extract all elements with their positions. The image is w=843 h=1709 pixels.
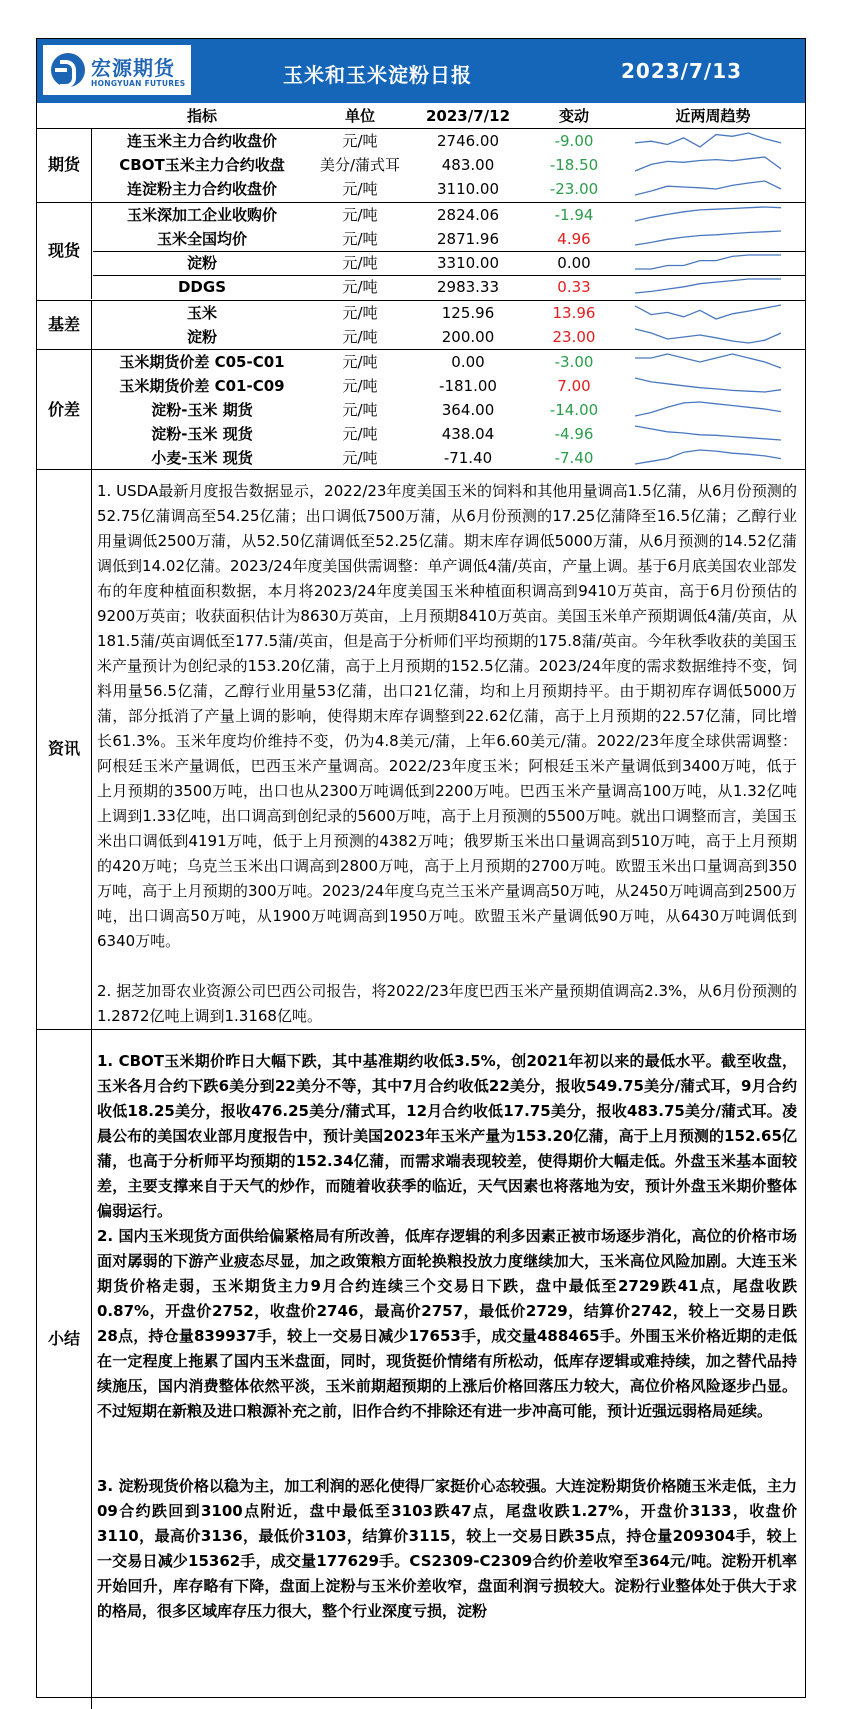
indicator-unit: 元/吨 [342, 253, 378, 272]
indicator-name: 玉米全国均价 [156, 229, 247, 248]
indicator-change: -1.94 [554, 205, 594, 224]
indicator-value: 200.00 [441, 328, 495, 347]
indicator-change: -23.00 [549, 180, 599, 199]
divider [91, 469, 92, 1029]
indicator-unit: 元/吨 [342, 132, 378, 150]
indicator-value: -181.00 [439, 377, 497, 396]
indicator-change: 0.33 [557, 277, 591, 296]
report-title: 玉米和玉米淀粉日报 [283, 63, 472, 87]
trend-line [635, 133, 781, 147]
trend-sparkline [633, 177, 793, 202]
trend-line [635, 231, 781, 245]
indicator-change: -18.50 [549, 156, 599, 175]
trend-line [635, 157, 781, 171]
summary-paragraph-3: 3. 淀粉现货价格以稳为主，加工利润的恶化使得厂家挺价心态较强。大连淀粉期货价格随玉米走低，主力09合约跌回到3100点附近，盘中最低至3103跌47点，尾盘收跌1.27%，开盘价3133，收盘价3110，最高价3136，最低价3103，结算价3115，较上一交易日跌35点，持仓量209304手，较上一交易日减少15362手，成交量177629手。CS2309-C2309合约价差收窄至364元/吨。淀粉开机率开始回升，库存略有下降，盘面上淀粉与玉米价差收窄，盘面利润亏损较大。淀粉行业整体处于供大于求的格局，很多区域库存压力很大，整个行业深度亏损，淀粉 [97, 1477, 797, 1620]
trend-sparkline [633, 301, 793, 326]
indicator-change: 7.00 [557, 377, 591, 396]
divider [37, 469, 805, 470]
col-header-change: 变动 [558, 107, 589, 125]
col-header-name: 指标 [186, 107, 217, 125]
divider [93, 251, 805, 252]
trend-sparkline-svg [633, 398, 783, 420]
indicator-unit: 元/吨 [342, 277, 378, 296]
section-label: 基差 [47, 315, 80, 334]
indicator-value: 364.00 [441, 401, 495, 420]
divider [37, 300, 805, 301]
trend-sparkline-svg [633, 446, 783, 468]
divider [37, 1029, 805, 1030]
indicator-change: 0.00 [557, 253, 591, 272]
divider [91, 129, 92, 201]
trend-sparkline-svg [633, 301, 783, 323]
summary-paragraph-2: 2. 国内玉米现货方面供给偏紧格局有所改善，低库存逻辑的利多因素正被市场逐步消化，高位的价格市场面对孱弱的下游产业疲态尽显，加之政策粮方面轮换粮投放力度继续加大，玉米高位风险加剧。大连玉米期货价格走弱，玉米期货主力9月合约连续三个交易日下跌，盘中最低至2729跌41点，尾盘收跌0.87%，开盘价2752，收盘价2746，最高价2757，最低价2729，结算价2742，较上一交易日跌28点，持仓量839937手，较上一交易日减少17653手，成交量488465手。外围玉米价格近期的走低在一定程度上拖累了国内玉米盘面，同时，现货挺价情绪有所松动，低库存逻辑或难持续，加之替代品持续施压，国内消费整体依然平淡，玉米前期超预期的上涨后价格回落压力较大，高位价格风险逐步凸显。不过短期在新粮及进口粮源补充之前，旧作合约不排除还有进一步冲高可能，预计近强远弱格局延续。 [97, 1227, 797, 1420]
col-header-trend: 近两周趋势 [675, 107, 751, 125]
divider [91, 1029, 92, 1709]
indicator-change: -4.96 [554, 425, 594, 444]
divider [91, 301, 92, 349]
indicator-value: 2983.33 [436, 277, 500, 296]
divider [37, 349, 805, 350]
indicator-name: 玉米深加工企业收购价 [126, 205, 277, 224]
trend-sparkline [633, 350, 793, 375]
indicator-name: 玉米期货价差 C01-C09 [119, 377, 285, 396]
indicator-name: DDGS [177, 277, 227, 296]
indicator-value: 125.96 [441, 304, 495, 322]
col-header-unit: 单位 [344, 107, 375, 125]
indicator-name: 小麦-玉米 现货 [151, 449, 253, 468]
trend-line [635, 354, 781, 368]
trend-sparkline [633, 325, 793, 350]
logo-mark-icon [51, 53, 85, 87]
indicator-unit: 元/吨 [342, 377, 378, 396]
trend-sparkline [633, 153, 793, 178]
indicator-change: -3.00 [554, 353, 594, 371]
trend-sparkline-svg [633, 251, 783, 273]
trend-sparkline [633, 398, 793, 423]
trend-sparkline [633, 374, 793, 399]
indicator-unit: 元/吨 [342, 425, 378, 444]
indicator-value: 0.00 [451, 353, 485, 371]
logo-text-en: HONGYUAN FUTURES [91, 79, 186, 88]
indicator-value: 3310.00 [436, 253, 500, 272]
indicator-name: CBOT玉米主力合约收盘 [119, 156, 285, 175]
trend-line [635, 181, 781, 195]
divider [37, 128, 805, 129]
trend-sparkline-svg [633, 275, 783, 297]
trend-line [635, 329, 781, 343]
trend-line [635, 426, 781, 440]
indicator-value: 483.00 [441, 156, 495, 175]
indicator-name: 淀粉 [186, 253, 217, 272]
indicator-unit: 元/吨 [342, 205, 378, 224]
section-label: 期货 [47, 155, 80, 174]
summary-label: 小结 [47, 1329, 80, 1348]
indicator-value: 438.04 [441, 425, 495, 444]
indicator-name: 玉米 [186, 304, 217, 322]
report-date: 2023/7/13 [621, 59, 743, 83]
section-label: 价差 [47, 400, 80, 419]
news-paragraph-1: 1. USDA最新月度报告数据显示，2022/23年度美国玉米的饲料和其他用量调高1.5亿蒲，从6月份预测的52.75亿蒲调高至54.25亿蒲；出口调低7500万蒲，从6月份预测的17.25亿蒲降至16.5亿蒲；乙醇行业用量调低2500万蒲，从52.50亿蒲调低至52.25亿蒲。期末库存调低5000万蒲，从6月预测的14.52亿蒲调低到14.02亿蒲。2023/24年度美国供需调整：单产调低4蒲/英亩，产量上调。基于6月底美国农业部发布的年度种植面积数据，本月将2023/24年度美国玉米种植面积调高到9410万英亩，高于6月份预估的9200万英亩；收获面积估计为8630万英亩，上月预期8410万英亩。美国玉米单产预期调低4蒲/英亩，从181.5蒲/英亩调低至177.5蒲/英亩，但是高于分析师们平均预期的175.8蒲/英亩。今年秋季收获的美国玉米产量预计为创纪录的153.20亿蒲，高于上月预期的152.5亿蒲。2023/24年度的需求数据维持不变，饲料用量56.5亿蒲，乙醇行业用量53亿蒲，出口21亿蒲，均和上月预期持平。由于期初库存调低5000万蒲，部分抵消了产量上调的影响，使得期末库存调整到22.62亿蒲，高于上月预期的22.57亿蒲，同比增长61.3%。玉米年度均价维持不变，仍为4.8美元/蒲，上年6.60美元/蒲。2022/23年度全球供需调整：阿根廷玉米产量调低，巴西玉米产量调高。2022/23年度玉米；阿根廷玉米产量调低到3400万吨，低于上月预期的3500万吨，出口也从2300万吨调低到2200万吨。巴西玉米产量调高100万吨，从1.32亿吨上调到1.33亿吨，出口调高到创纪录的5600万吨，高于上月预测的5500万吨。就出口调整而言，美国玉米出口调低到4191万吨，低于上月预测的4382万吨；俄罗斯玉米出口量调高到510万吨，高于上月预期的420万吨；乌克兰玉米出口调高到2800万吨，高于上月预期的2700万吨。欧盟玉米出口量调高到350万吨，高于上月预期的300万吨。2023/24年度乌克兰玉米产量调高50万吨，从2450万吨调高到2500万吨，出口调高50万吨，从1900万吨调高到1950万吨。欧盟玉米产量调低90万吨，从6430万吨调低到6340万吨。 [97, 482, 797, 950]
indicator-value: 3110.00 [436, 180, 500, 199]
indicator-change: 4.96 [557, 229, 591, 248]
trend-sparkline-svg [633, 129, 783, 151]
trend-sparkline [633, 227, 793, 252]
divider [91, 203, 92, 299]
section-label: 现货 [47, 240, 80, 260]
trend-sparkline-svg [633, 374, 783, 396]
indicator-change: 13.96 [552, 304, 596, 322]
trend-sparkline-svg [633, 153, 783, 175]
indicator-unit: 美分/蒲式耳 [319, 156, 401, 175]
trend-sparkline [633, 129, 793, 154]
trend-line [635, 207, 781, 221]
indicator-change: -7.40 [554, 449, 594, 468]
indicator-name: 连玉米主力合约收盘价 [126, 132, 277, 150]
trend-sparkline-svg [633, 177, 783, 199]
divider [37, 202, 805, 203]
trend-sparkline [633, 275, 793, 300]
indicator-unit: 元/吨 [342, 180, 378, 199]
divider [91, 350, 92, 471]
trend-line [635, 305, 781, 319]
indicator-value: 2824.06 [436, 205, 500, 224]
indicator-change: -9.00 [554, 132, 594, 150]
report-frame [36, 38, 806, 1698]
company-logo [43, 45, 191, 95]
indicator-unit: 元/吨 [342, 328, 378, 347]
trend-line [635, 279, 781, 293]
indicator-change: 23.00 [552, 328, 596, 347]
indicator-name: 玉米期货价差 C05-C01 [119, 353, 285, 371]
indicator-value: 2871.96 [436, 229, 500, 248]
news-paragraph-2: 2. 据芝加哥农业资源公司巴西公司报告，将2022/23年度巴西玉米产量预期值调高2.3%，从6月份预测的1.2872亿吨上调到1.3168亿吨。 [97, 982, 797, 1025]
trend-line [635, 402, 781, 416]
news-label: 资讯 [47, 739, 80, 758]
trend-line [635, 450, 781, 464]
trend-sparkline-svg [633, 203, 783, 225]
trend-sparkline-svg [633, 422, 783, 444]
indicator-value: 2746.00 [436, 132, 500, 150]
trend-sparkline-svg [633, 350, 783, 372]
trend-sparkline [633, 422, 793, 447]
indicator-value: -71.40 [443, 449, 493, 468]
trend-sparkline [633, 203, 793, 228]
indicator-name: 淀粉-玉米 期货 [151, 401, 253, 420]
trend-line [635, 255, 781, 269]
trend-sparkline-svg [633, 227, 783, 249]
indicator-unit: 元/吨 [342, 401, 378, 420]
indicator-name: 连淀粉主力合约收盘价 [126, 180, 277, 199]
divider [93, 275, 805, 276]
indicator-unit: 元/吨 [342, 229, 378, 248]
logo-text-cn: 宏源期货 [91, 56, 175, 80]
indicator-unit: 元/吨 [342, 449, 378, 468]
col-header-date: 2023/7/12 [425, 107, 511, 125]
trend-sparkline [633, 446, 793, 471]
trend-line [635, 378, 781, 392]
indicator-unit: 元/吨 [342, 353, 378, 371]
summary-paragraph-1: 1. CBOT玉米期价昨日大幅下跌，其中基准期约收低3.5%，创2021年初以来的最低水平。截至收盘，玉米各月合约下跌6美分到22美分不等，其中7月合约收低22美分，报收549.75美分/蒲式耳，9月合约收低18.25美分，报收476.25美分/蒲式耳，12月合约收低17.75美分，报收483.75美分/蒲式耳。凌晨公布的美国农业部月度报告中，预计美国2023年玉米产量为153.20亿蒲，高于上月预测的152.65亿蒲，也高于分析师平均预期的152.34亿蒲，而需求端表现较差，使得期价大幅走低。外盘玉米基本面较差，主要支撑来自于天气的炒作，而随着收获季的临近，天气因素也将落地为安，预计外盘玉米期价整体偏弱运行。 [97, 1052, 797, 1220]
trend-sparkline-svg [633, 325, 783, 347]
indicator-change: -14.00 [549, 401, 599, 420]
report-header [37, 39, 805, 103]
trend-sparkline [633, 251, 793, 276]
indicator-unit: 元/吨 [342, 304, 378, 322]
indicator-name: 淀粉 [186, 328, 217, 347]
indicator-name: 淀粉-玉米 现货 [151, 425, 253, 444]
